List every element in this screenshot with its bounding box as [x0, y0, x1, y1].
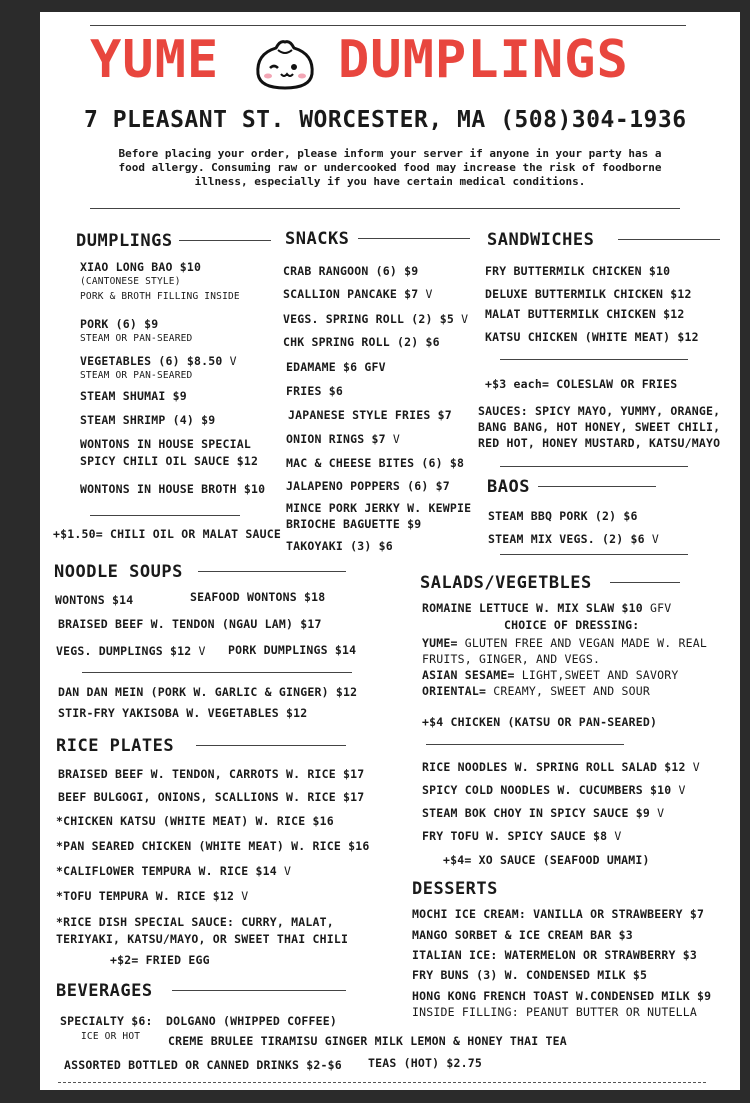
section-rule	[538, 486, 656, 487]
dressing-desc: CREAMY, SWEET AND SOUR	[486, 684, 650, 698]
allergy-note-line: Before placing your order, please inform your server if anyone in your party has a	[118, 147, 662, 160]
dressing-asian	[422, 668, 678, 682]
menu-item: WONTONS IN HOUSE BROTH $10	[80, 482, 266, 496]
menu-item-note: INSIDE FILLING: PEANUT BUTTER OR NUTELLA	[412, 1005, 697, 1019]
section-title-dumplings: DUMPLINGS	[76, 231, 173, 251]
vegan-mark: V	[678, 783, 686, 797]
section-rule	[90, 515, 240, 516]
menu-item: CRAB RANGOON (6) $9	[283, 264, 419, 278]
vegan-mark: V	[229, 354, 237, 368]
allergy-note-line: food allergy. Consuming raw or undercooked food may increase the risk of foodborne	[118, 161, 662, 174]
menu-item	[80, 354, 237, 368]
menu-item-label: *TOFU TEMPURA W. RICE $12	[56, 889, 235, 903]
dressing-oriental	[422, 684, 650, 698]
menu-item: MAC & CHEESE BITES (6) $8	[286, 456, 465, 470]
vegan-mark: V	[425, 287, 433, 301]
menu-item: BRIOCHE BAGUETTE $9	[286, 517, 422, 531]
menu-item: DOLGANO (WHIPPED COFFEE)	[166, 1014, 337, 1028]
menu-item	[422, 829, 621, 843]
menu-item: SEAFOOD WONTONS $18	[190, 590, 326, 604]
menu-addon: +$3 each= COLESLAW OR FRIES	[485, 377, 678, 391]
menu-item-sub: (CANTONESE STYLE)	[80, 276, 181, 287]
menu-item-label: SPICY COLD NOODLES W. CUCUMBERS $10	[422, 783, 672, 797]
section-title-baos: BAOS	[487, 477, 530, 497]
section-rule	[172, 990, 346, 991]
vegan-mark: V	[283, 864, 292, 878]
menu-item: MALAT BUTTERMILK CHICKEN $12	[485, 307, 685, 321]
menu-item: PORK (6) $9	[80, 317, 159, 331]
menu-item: WONTONS IN HOUSE SPECIAL	[80, 437, 251, 451]
menu-item-note: ICE OR HOT	[81, 1031, 141, 1042]
menu-item: BEEF BULGOGI, ONIONS, SCALLIONS W. RICE $17	[58, 790, 365, 804]
menu-item: ASSORTED BOTTLED OR CANNED DRINKS $2-$6	[64, 1058, 342, 1072]
menu-item	[56, 889, 248, 903]
vegan-mark: V	[198, 644, 206, 658]
dressing-desc: GLUTEN FREE AND VEGAN MADE W. REAL	[457, 636, 707, 650]
menu-item-note: STEAM OR PAN-SEARED	[80, 370, 193, 381]
top-divider	[90, 25, 686, 26]
section-title-noodle-soups: NOODLE SOUPS	[54, 562, 183, 582]
menu-item-label: ONION RINGS $7	[286, 432, 386, 446]
menu-item: HONG KONG FRENCH TOAST W.CONDENSED MILK $9	[412, 989, 712, 1003]
section-rule	[198, 571, 346, 572]
section-title-desserts: DESSERTS	[412, 879, 498, 899]
brand-right: DUMPLINGS	[338, 30, 629, 90]
section-rule	[500, 359, 688, 360]
menu-item-label: VEGS. SPRING ROLL (2) $5	[283, 312, 454, 326]
menu-item: PORK DUMPLINGS $14	[228, 643, 357, 657]
menu-item: JALAPENO POPPERS (6) $7	[286, 479, 450, 493]
menu-item: ITALIAN ICE: WATERMELON OR STRAWBERRY $3	[412, 948, 697, 962]
menu-item-label: STEAM MIX VEGS. (2) $6	[488, 532, 645, 546]
menu-addon: +$2= FRIED EGG	[110, 953, 210, 967]
vegan-mark: V	[392, 432, 400, 446]
menu-item	[422, 783, 686, 797]
section-title-beverages: BEVERAGES	[56, 981, 153, 1001]
menu-item	[422, 601, 671, 615]
sauce-list: SAUCES: SPICY MAYO, YUMMY, ORANGE,	[478, 404, 721, 418]
menu-item	[422, 806, 664, 820]
menu-item: KATSU CHICKEN (WHITE MEAT) $12	[485, 330, 699, 344]
menu-item: FRY BUTTERMILK CHICKEN $10	[485, 264, 671, 278]
section-rule	[610, 582, 680, 583]
vegan-mark: V	[692, 760, 700, 774]
menu-item: BRAISED BEEF W. TENDON, CARROTS W. RICE $17	[58, 767, 365, 781]
dressing-title: CHOICE OF DRESSING:	[504, 618, 640, 632]
dressing-desc: LIGHT,SWEET AND SAVORY	[514, 668, 679, 682]
menu-item: JAPANESE STYLE FRIES $7	[288, 408, 452, 422]
allergy-note	[70, 147, 710, 189]
section-title-sandwiches: SANDWICHES	[487, 230, 595, 250]
allergy-note-line: illness, especially if you have certain medical conditions.	[194, 175, 586, 188]
menu-item: STEAM BBQ PORK (2) $6	[488, 509, 638, 523]
menu-item	[488, 532, 659, 546]
address-phone: 7 PLEASANT ST. WORCESTER, MA (508)304-1936	[84, 107, 687, 133]
menu-item: CREME BRULEE TIRAMISU GINGER MILK LEMON & HONEY THAI TEA	[168, 1034, 567, 1048]
menu-item	[286, 432, 400, 446]
dressing-label: ORIENTAL=	[422, 684, 487, 698]
menu-item: DELUXE BUTTERMILK CHICKEN $12	[485, 287, 692, 301]
section-rule	[358, 238, 470, 239]
section-title-salads: SALADS/VEGETBLES	[420, 573, 592, 593]
menu-item	[56, 864, 291, 878]
menu-item: *CHICKEN KATSU (WHITE MEAT) W. RICE $16	[56, 814, 334, 828]
menu-item: TAKOYAKI (3) $6	[286, 539, 393, 553]
dumpling-face-icon	[250, 34, 320, 94]
section-title-rice-plates: RICE PLATES	[56, 736, 175, 756]
menu-item-label: FRY TOFU W. SPICY SAUCE $8	[422, 829, 608, 843]
menu-item: EDAMAME $6 GFV	[286, 360, 386, 374]
vegan-mark: V	[657, 806, 665, 820]
menu-item-label: ROMAINE LETTUCE W. MIX SLAW $10	[422, 601, 643, 615]
vegan-mark: V	[241, 889, 249, 903]
dressing-label: ASIAN SESAME=	[422, 668, 515, 682]
footer-divider	[58, 1082, 706, 1083]
menu-item: STEAM SHRIMP (4) $9	[80, 413, 216, 427]
menu-item: MANGO SORBET & ICE CREAM BAR $3	[412, 928, 633, 942]
menu-item: DAN DAN MEIN (PORK W. GARLIC & GINGER) $12	[58, 685, 358, 699]
menu-item-label: VEGETABLES (6) $8.50	[80, 354, 223, 368]
menu-item-note: STEAM OR PAN-SEARED	[80, 333, 193, 344]
menu-note: TERIYAKI, KATSU/MAYO, OR SWEET THAI CHILI	[56, 932, 349, 946]
menu-item: FRIES $6	[286, 384, 343, 398]
menu-item: SPICY CHILI OIL SAUCE $12	[80, 454, 259, 468]
menu-item: CHK SPRING ROLL (2) $6	[283, 335, 440, 349]
sauce-list: RED HOT, HONEY MUSTARD, KATSU/MAYO	[478, 436, 721, 450]
section-title-snacks: SNACKS	[285, 229, 350, 249]
diet-mark: GFV	[649, 601, 672, 615]
menu-item-label: STEAM BOK CHOY IN SPICY SAUCE $9	[422, 806, 650, 820]
vegan-mark: V	[614, 829, 622, 843]
vegan-mark: V	[651, 532, 659, 546]
section-rule	[500, 466, 688, 467]
section-rule	[82, 672, 352, 673]
brand-left: YUME	[90, 30, 220, 90]
menu-item	[422, 760, 700, 774]
menu-item	[283, 287, 433, 301]
menu-item: STEAM SHUMAI $9	[80, 389, 187, 403]
vegan-mark: V	[461, 312, 469, 326]
menu-item-label: VEGS. DUMPLINGS $12	[56, 644, 192, 658]
dressing-label: YUME=	[422, 636, 458, 650]
dressing-yume	[422, 636, 707, 650]
menu-item	[283, 312, 468, 326]
sauce-list: BANG BANG, HOT HONEY, SWEET CHILI,	[478, 420, 721, 434]
section-rule	[426, 744, 624, 745]
menu-item: MOCHI ICE CREAM: VANILLA OR STRAWBEERY $7	[412, 907, 705, 921]
menu-item	[56, 644, 206, 658]
menu-addon: +$4= XO SAUCE (SEAFOOD UMAMI)	[443, 853, 650, 867]
menu-item: XIAO LONG BAO $10	[80, 260, 202, 274]
menu-item: BRAISED BEEF W. TENDON (NGAU LAM) $17	[58, 617, 322, 631]
menu-addon: +$1.50= CHILI OIL OR MALAT SAUCE	[53, 527, 281, 541]
menu-item: WONTONS $14	[55, 593, 134, 607]
dressing-desc: FRUITS, GINGER, AND VEGS.	[422, 652, 601, 666]
menu-note: *RICE DISH SPECIAL SAUCE: CURRY, MALAT,	[56, 915, 334, 929]
menu-item-label: SCALLION PANCAKE $7	[283, 287, 419, 301]
menu-sheet	[40, 12, 740, 1090]
menu-item: *PAN SEARED CHICKEN (WHITE MEAT) W. RICE $16	[56, 839, 370, 853]
menu-item-label: *CALIFLOWER TEMPURA W. RICE $14	[56, 864, 277, 878]
header-divider	[90, 208, 680, 209]
menu-item: FRY BUNS (3) W. CONDENSED MILK $5	[412, 968, 648, 982]
menu-item: SPECIALTY $6:	[60, 1014, 153, 1028]
menu-item: TEAS (HOT) $2.75	[368, 1056, 482, 1070]
menu-item: STIR-FRY YAKISOBA W. VEGETABLES $12	[58, 706, 308, 720]
section-rule	[179, 240, 271, 241]
section-rule	[618, 239, 720, 240]
menu-item-label: RICE NOODLES W. SPRING ROLL SALAD $12	[422, 760, 686, 774]
menu-item-note: PORK & BROTH FILLING INSIDE	[80, 291, 240, 302]
section-rule	[196, 745, 346, 746]
section-rule	[500, 554, 688, 555]
menu-item: MINCE PORK JERKY W. KEWPIE	[286, 501, 472, 515]
menu-addon: +$4 CHICKEN (KATSU OR PAN-SEARED)	[422, 715, 658, 729]
